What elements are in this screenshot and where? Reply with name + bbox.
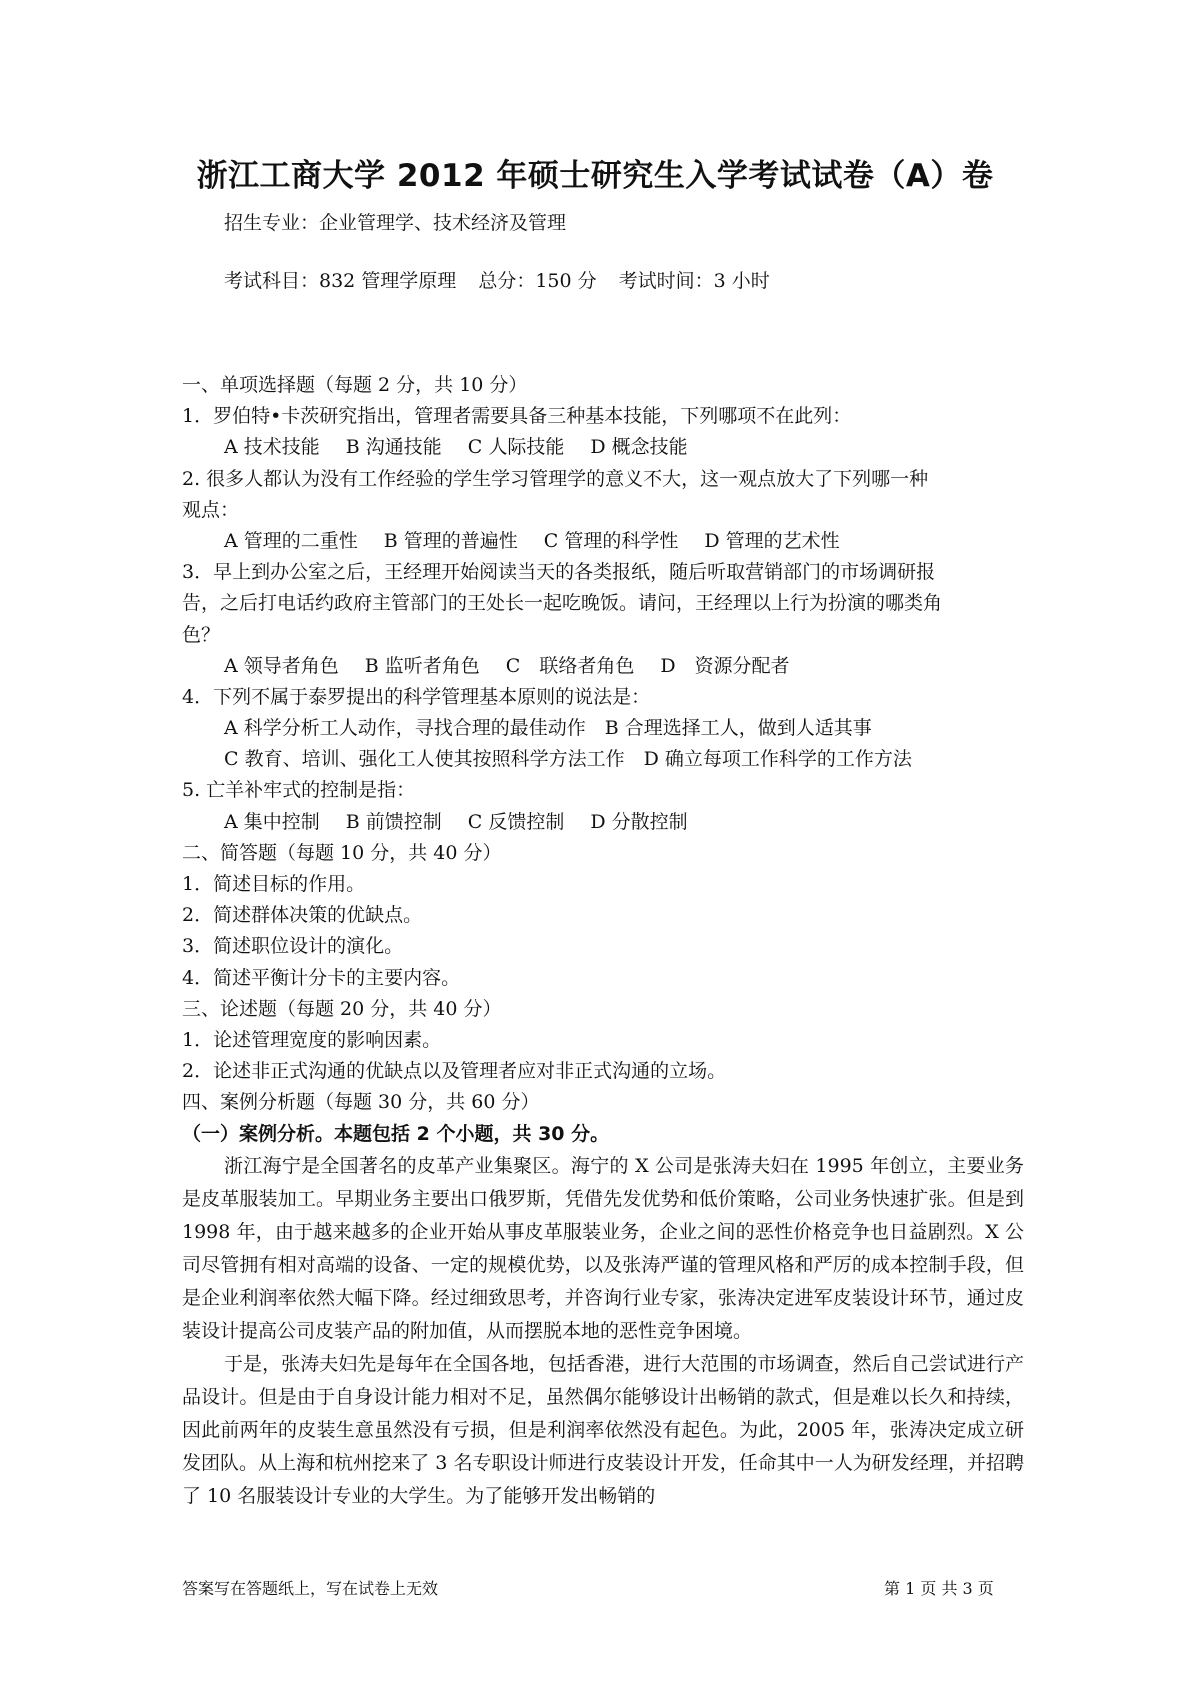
question-2-4: 4．简述平衡计分卡的主要内容。 (182, 966, 461, 989)
section1-heading: 一、单项选择题（每题 2 分，共 10 分） (182, 374, 528, 396)
section4-heading: 四、案例分析题（每题 30 分，共 60 分） (182, 1091, 540, 1114)
question-1-1-options (182, 432, 1024, 463)
question-1-4: 4．下列不属于泰罗提出的科学管理基本原则的说法是： (182, 685, 651, 708)
option-a: A 集中控制 (224, 810, 320, 833)
question-1-2-line1: 2. 很多人都认为没有工作经验的学生学习管理学的意义不大，这一观点放大了下列哪一种 (182, 467, 929, 490)
question-1-4-options-ab: A 科学分析工人动作，寻找合理的最佳动作 B 合理选择工人，做到人适其事 (224, 717, 872, 740)
option-b: B 前馈控制 (345, 810, 442, 833)
option-d: D 资源分配者 (660, 654, 790, 677)
question-1-2-options (182, 526, 1024, 557)
section3-heading: 三、论述题（每题 20 分，共 40 分） (182, 997, 502, 1020)
subject-line (224, 266, 770, 293)
case-paragraph-1: 浙江海宁是全国著名的皮革产业集聚区。海宁的 X 公司是张涛夫妇在 1995 年创立，主要业务是皮革服装加工。早期业务主要出口俄罗斯，凭借先发优势和低价策略，公司业务快速扩张。但是到 1998 年，由于越来越多的企业开始从事皮革服装业务，企业之间的恶性价格竞争也日益剧烈。X 公司尽管拥有相对高端的设备、一定的规模优势，以及张涛严谨的管理风格和严厉的成本控制手段，但是企业利润率依然大幅下降。经过细致思考，并咨询行业专家，张涛决定进军皮装设计环节，通过皮装设计提高公司皮装产品的附加值，从而摆脱本地的恶性竞争困境。 (182, 1154, 1024, 1342)
option-d: D 管理的艺术性 (704, 529, 840, 552)
subject-text: 考试科目：832 管理学原理 (224, 270, 457, 292)
footer-note: 答案写在答题纸上，写在试卷上无效 (182, 1579, 439, 1598)
total-score-text: 总分：150 分 (478, 270, 597, 292)
option-a: A 管理的二重性 (224, 529, 358, 552)
option-d: D 概念技能 (590, 436, 688, 459)
option-c: C 反馈控制 (467, 810, 565, 833)
question-1-3-line1: 3．早上到办公室之后，王经理开始阅读当天的各类报纸，随后听取营销部门的市场调研报 (182, 561, 936, 584)
exam-time-text: 考试时间：3 小时 (618, 270, 770, 292)
option-d: D 分散控制 (590, 810, 688, 833)
page-number: 第 1 页 共 3 页 (884, 1579, 994, 1598)
question-1-5-options (182, 807, 1024, 838)
option-a: A 领导者角色 (224, 654, 339, 677)
case-paragraph-2: 于是，张涛夫妇先是每年在全国各地，包括香港，进行大范围的市场调查，然后自己尝试进行产品设计。但是由于自身设计能力相对不足，虽然偶尔能够设计出畅销的款式，但是难以长久和持续，因此前两年的皮装生意虽然没有亏损，但是利润率依然没有起色。为此，2005 年，张涛决定成立研发团队。从上海和杭州挖来了 3 名专职设计师进行皮装设计开发，任命其中一人为研发经理，并招聘了 10 名服装设计专业的大学生。为了能够开发出畅销的 (182, 1352, 1024, 1507)
option-a: A 技术技能 (224, 436, 320, 459)
option-b: B 沟通技能 (345, 436, 442, 459)
question-2-2: 2．简述群体决策的优缺点。 (182, 904, 423, 927)
question-1-4-options-cd: C 教育、培训、强化工人使其按照科学方法工作 D 确立每项工作科学的工作方法 (224, 748, 912, 771)
question-2-3: 3．简述职位设计的演化。 (182, 935, 404, 958)
question-1-3-line2: 告，之后打电话约政府主管部门的王处长一起吃晚饭。请问，王经理以上行为扮演的哪类角 (182, 592, 943, 615)
question-1-1: 1．罗伯特•卡茨研究指出，管理者需要具备三种基本技能，下列哪项不在此列： (182, 405, 852, 428)
question-2-1: 1．简述目标的作用。 (182, 873, 366, 895)
question-3-1: 1．论述管理宽度的影响因素。 (182, 1028, 442, 1051)
question-1-5: 5. 亡羊补牢式的控制是指： (182, 779, 416, 802)
option-b: B 监听者角色 (364, 654, 480, 677)
section2-heading: 二、简答题（每题 10 分，共 40 分） (182, 841, 502, 864)
option-c: C 人际技能 (467, 436, 565, 459)
exam-title: 浙江工商大学 2012 年硕士研究生入学考试试卷（A）卷 (196, 158, 994, 194)
option-b: B 管理的普遍性 (383, 529, 518, 552)
exam-body (182, 370, 1024, 1513)
question-1-2-line2: 观点： (182, 498, 240, 521)
major-line: 招生专业：企业管理学、技术经济及管理 (224, 212, 567, 234)
question-3-2: 2．论述非正式沟通的优缺点以及管理者应对非正式沟通的立场。 (182, 1060, 727, 1083)
question-1-3-line3: 色？ (182, 623, 221, 646)
question-1-3-options (182, 651, 1024, 682)
case-heading: （一）案例分析。本题包括 2 个小题，共 30 分。 (182, 1122, 610, 1145)
option-c: C 管理的科学性 (543, 529, 679, 552)
option-c: C 联络者角色 (505, 654, 635, 677)
